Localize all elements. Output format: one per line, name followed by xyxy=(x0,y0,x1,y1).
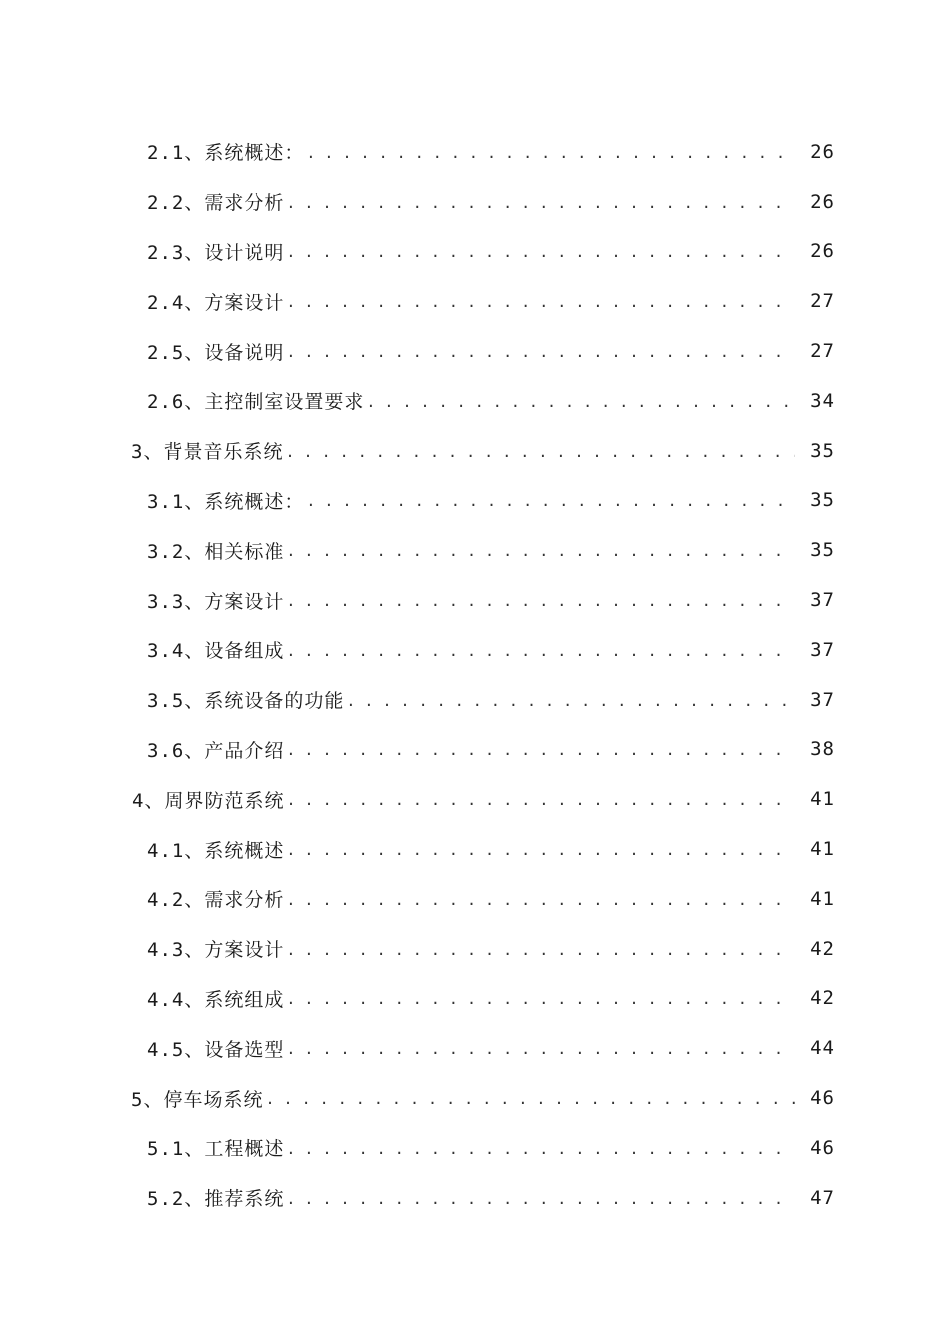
toc-entry-title: 设计说明 xyxy=(204,241,285,264)
dot-leader xyxy=(286,538,795,562)
dot-leader xyxy=(346,688,795,712)
toc-entry-number: 2.2、 xyxy=(147,192,205,215)
toc-entry-number: 5、 xyxy=(131,1088,164,1111)
dot-leader xyxy=(286,289,795,313)
toc-entry-page: 37 xyxy=(810,688,835,711)
toc-entry-title: 相关标准 xyxy=(204,540,285,563)
dot-leader xyxy=(366,389,795,413)
toc-entry-page: 41 xyxy=(810,887,835,910)
toc-entry-page: 38 xyxy=(810,738,835,761)
toc-entry-title: 系统概述： xyxy=(204,142,305,165)
toc-entry-number: 2.5、 xyxy=(147,341,205,364)
toc-entry-4-3[interactable] xyxy=(0,924,950,974)
toc-entry-title: 系统组成 xyxy=(204,988,285,1011)
toc-entry-2-5[interactable] xyxy=(0,326,950,376)
toc-entry-4-5[interactable] xyxy=(0,1023,950,1073)
table-of-contents xyxy=(0,127,950,1223)
dot-leader xyxy=(306,488,795,512)
toc-entry-page: 37 xyxy=(810,589,835,612)
dot-leader xyxy=(286,937,795,961)
toc-entry-number: 4.5、 xyxy=(147,1038,205,1061)
toc-entry-title: 需求分析 xyxy=(204,889,285,912)
toc-entry-2-1[interactable] xyxy=(0,127,950,177)
toc-entry-page: 35 xyxy=(810,489,835,512)
toc-entry-title: 背景音乐系统 xyxy=(163,441,284,464)
toc-entry-number: 3.5、 xyxy=(147,690,205,713)
toc-entry-5-2[interactable] xyxy=(0,1173,950,1223)
toc-entry-number: 3.2、 xyxy=(147,540,205,563)
toc-entry-3-5[interactable] xyxy=(0,675,950,725)
toc-entry-page: 42 xyxy=(810,937,835,960)
toc-entry-2-4[interactable] xyxy=(0,276,950,326)
toc-entry-title: 周界防范系统 xyxy=(164,789,285,812)
dot-leader xyxy=(286,837,795,861)
toc-entry-number: 2.4、 xyxy=(147,291,205,314)
toc-entry-number: 5.1、 xyxy=(147,1138,205,1161)
toc-entry-number: 3.4、 xyxy=(147,640,205,663)
toc-entry-number: 3.1、 xyxy=(147,490,205,513)
dot-leader xyxy=(286,190,795,214)
toc-entry-4[interactable] xyxy=(0,774,950,824)
dot-leader xyxy=(285,439,795,463)
toc-entry-page: 41 xyxy=(810,788,835,811)
toc-entry-number: 3、 xyxy=(131,441,164,464)
toc-entry-page: 46 xyxy=(810,1087,835,1110)
toc-entry-title: 推荐系统 xyxy=(204,1188,285,1211)
toc-entry-title: 工程概述 xyxy=(204,1138,285,1161)
toc-entry-page: 41 xyxy=(810,838,835,861)
toc-entry-5-1[interactable] xyxy=(0,1123,950,1173)
toc-entry-number: 5.2、 xyxy=(147,1188,205,1211)
dot-leader xyxy=(306,140,795,164)
toc-entry-page: 35 xyxy=(810,439,835,462)
dot-leader xyxy=(286,1136,795,1160)
toc-entry-number: 4.3、 xyxy=(147,939,205,962)
toc-entry-title: 方案设计 xyxy=(204,939,285,962)
toc-entry-title: 主控制室设置要求 xyxy=(204,391,365,414)
toc-entry-page: 26 xyxy=(810,140,835,163)
toc-entry-number: 4.4、 xyxy=(147,988,205,1011)
toc-entry-page: 46 xyxy=(810,1136,835,1159)
dot-leader xyxy=(286,787,795,811)
toc-entry-title: 设备选型 xyxy=(204,1038,285,1061)
toc-entry-title: 产品介绍 xyxy=(204,739,285,762)
toc-entry-title: 系统概述： xyxy=(204,490,305,513)
toc-entry-number: 3.6、 xyxy=(147,739,205,762)
toc-entry-3-4[interactable] xyxy=(0,625,950,675)
toc-entry-2-6[interactable] xyxy=(0,376,950,426)
dot-leader xyxy=(286,339,795,363)
toc-entry-2-2[interactable] xyxy=(0,177,950,227)
dot-leader xyxy=(286,986,795,1010)
toc-entry-page: 37 xyxy=(810,638,835,661)
toc-entry-number: 4.1、 xyxy=(147,839,205,862)
dot-leader xyxy=(286,1036,795,1060)
dot-leader xyxy=(265,1086,795,1110)
toc-entry-3-1[interactable] xyxy=(0,476,950,526)
dot-leader xyxy=(286,737,795,761)
toc-entry-4-1[interactable] xyxy=(0,824,950,874)
toc-entry-number: 2.3、 xyxy=(147,241,205,264)
toc-entry-page: 47 xyxy=(810,1186,835,1209)
dot-leader xyxy=(286,1186,795,1210)
dot-leader xyxy=(286,239,795,263)
toc-entry-3-6[interactable] xyxy=(0,725,950,775)
toc-entry-number: 2.1、 xyxy=(147,142,205,165)
toc-entry-page: 42 xyxy=(810,987,835,1010)
toc-entry-page: 34 xyxy=(810,389,835,412)
toc-entry-page: 26 xyxy=(810,190,835,213)
toc-entry-page: 26 xyxy=(810,240,835,263)
toc-entry-title: 系统概述 xyxy=(204,839,285,862)
toc-entry-title: 设备说明 xyxy=(204,341,285,364)
dot-leader xyxy=(286,887,795,911)
toc-entry-2-3[interactable] xyxy=(0,227,950,277)
dot-leader xyxy=(286,638,795,662)
toc-entry-title: 方案设计 xyxy=(204,590,285,613)
toc-entry-number: 4、 xyxy=(132,789,165,812)
toc-entry-3-3[interactable] xyxy=(0,575,950,625)
toc-entry-title: 系统设备的功能 xyxy=(204,690,345,713)
toc-entry-page: 35 xyxy=(810,539,835,562)
toc-entry-3[interactable] xyxy=(0,426,950,476)
toc-entry-title: 设备组成 xyxy=(204,640,285,663)
toc-entry-title: 需求分析 xyxy=(204,192,285,215)
toc-entry-page: 27 xyxy=(810,290,835,313)
toc-entry-number: 4.2、 xyxy=(147,889,205,912)
toc-entry-title: 停车场系统 xyxy=(163,1088,264,1111)
toc-entry-title: 方案设计 xyxy=(204,291,285,314)
toc-entry-3-2[interactable] xyxy=(0,525,950,575)
toc-entry-page: 27 xyxy=(810,340,835,363)
toc-entry-number: 2.6、 xyxy=(147,391,205,414)
toc-entry-number: 3.3、 xyxy=(147,590,205,613)
toc-entry-page: 44 xyxy=(810,1037,835,1060)
toc-entry-5[interactable] xyxy=(0,1073,950,1123)
dot-leader xyxy=(286,588,795,612)
toc-entry-4-4[interactable] xyxy=(0,974,950,1024)
toc-entry-4-2[interactable] xyxy=(0,874,950,924)
